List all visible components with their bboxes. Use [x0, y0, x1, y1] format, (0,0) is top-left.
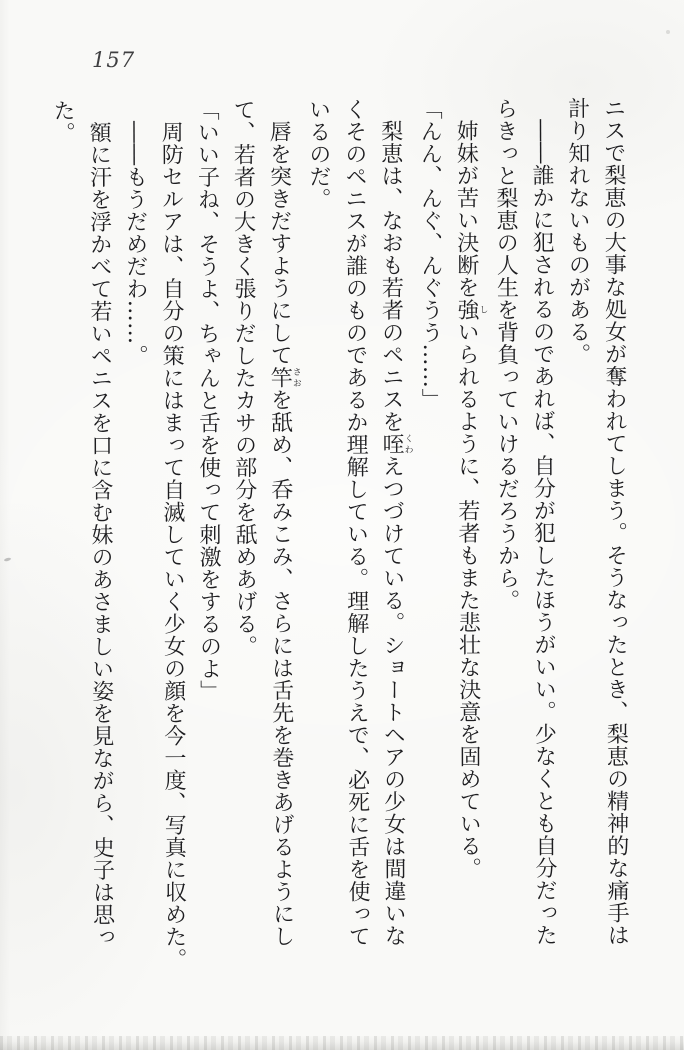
text-line: ――もうだめだわ……。: [121, 120, 148, 367]
text-line: 周防セルアは、自分の策にはまって自滅していく少女の顔を今一度、写真に収めた。: [157, 120, 187, 971]
text-line: 姉妹が苦い決断を強しいられるように、若者もまた悲壮な決意を固めている。: [452, 119, 488, 880]
text-line: て、若者の大きく張りだしたカサの部分を舐めあげる。: [229, 98, 258, 658]
text-line: 計り知れないものがある。: [564, 96, 591, 366]
furigana-ruby: 竿さお: [266, 366, 301, 389]
text-line: 額に汗を浮かべて若いペニスを口に含む妹のあさましい姿を見ながら、史子は思っ: [85, 120, 115, 949]
text-line: 「いい子ね、そうよ、ちゃんと舌を使って刺激をするのよ」: [193, 98, 222, 703]
text-line: いるのだ。: [305, 98, 331, 210]
text-line: 梨恵は、なおも若者のペニスを咥くわえつづけている。ショートヘアの少女は間違いな: [377, 119, 413, 947]
furigana-ruby: 強し: [453, 298, 488, 321]
page-number: 157: [92, 48, 136, 72]
text-line: らきっと梨恵の人生を背負っていけるだろうから。: [492, 97, 520, 612]
text-line: ――誰かに犯されるのであれば、自分が犯したほうがいい。少なくとも自分だった: [528, 119, 557, 947]
scan-edge: [0, 1036, 684, 1050]
scan-speck: [4, 557, 12, 562]
text-line: た。: [49, 99, 75, 144]
text-line: 唇を突きだすようにして竿さおを舐め、呑みこみ、さらには舌先を巻きあげるようにし: [265, 120, 301, 948]
scan-speck: [666, 30, 670, 34]
furigana-ruby: 咥くわ: [378, 432, 413, 456]
text-body: [44, 97, 634, 982]
text-line: ニスで梨恵の大事な処女が奪われてしまう。そうなったとき、梨恵の精神的な痛手は: [600, 96, 629, 947]
text-line: 「んん、んぐ、んぐうう……」: [416, 97, 443, 411]
text-line: くそのペニスが誰のものであるか理解している。理解したうえで、必死に舌を使って: [341, 97, 370, 948]
